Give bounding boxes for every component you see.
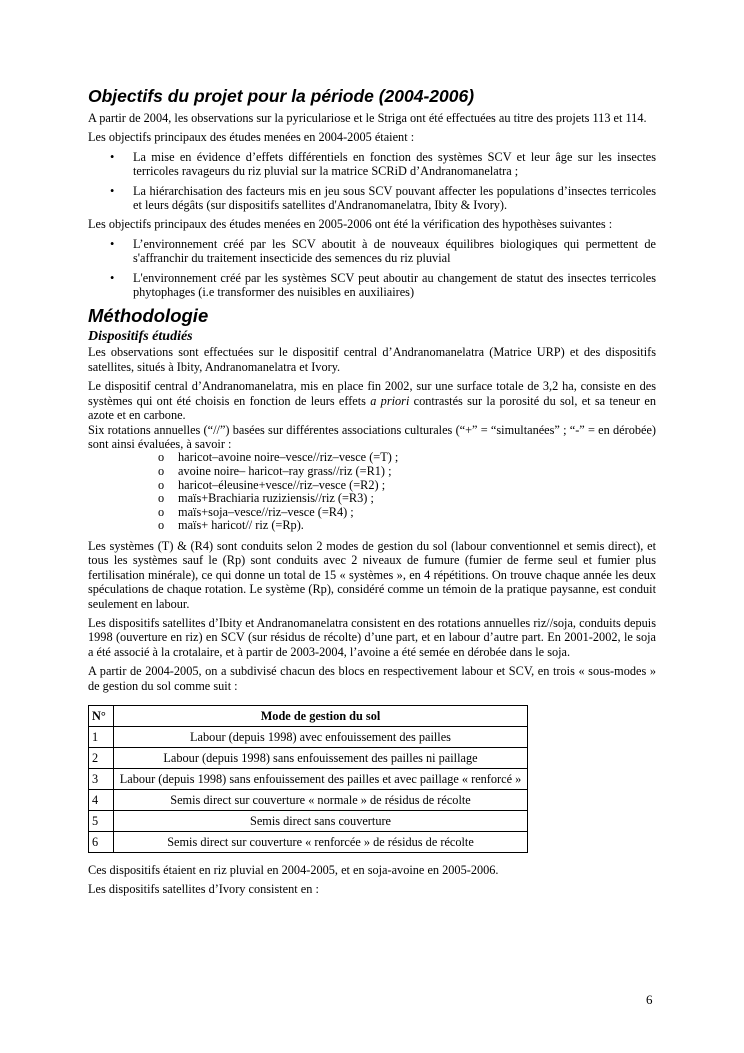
list-item: o maïs+Brachiaria ruziziensis//riz (=R3) ; <box>158 491 374 506</box>
table-row: 3 Labour (depuis 1998) sans enfouissement des pailles et avec paillage « renforcé » <box>89 768 528 789</box>
list-item: • L’environnement créé par les SCV aboutit à de nouveaux équilibres biologiques qui permettent de s'affranchir du traitement insecticide des semences du riz pluvial <box>110 236 656 266</box>
list-item: • L'environnement créé par les systèmes SCV peut aboutir au changement de statut des insectes terricoles phytophages (i.e transformer des nuisibles en auxiliaires) <box>110 270 656 300</box>
circle-bullet-icon: o <box>158 491 165 506</box>
paragraph: Six rotations annuelles (“//”) basées sur différentes associations culturales (“+” = “simultanées” ; “-” = en dérobée) sont ainsi évaluées, à savoir : <box>88 422 656 451</box>
subsection-title: Dispositifs étudiés <box>88 329 193 345</box>
table-row: 6 Semis direct sur couverture « renforcée » de résidus de récolte <box>89 831 528 852</box>
bullet-icon: • <box>110 270 115 285</box>
paragraph: Les dispositifs satellites d’Ibity et Andranomanelatra consistent en des rotations annuelles riz//soja, conduits depuis 1998 (ouverture en riz) en SCV (sur résidus de récolte) d’une part, et en labour d’autre part. En 2001-2002, le soja a été associé à la crotalaire, et à partir de 2003-2004, l’avoine a été semée en dérobée dans le soja. <box>88 615 656 659</box>
paragraph: Les observations sont effectuées sur le dispositif central d’Andranomanelatra (Matrice URP) et des dispositifs satellites, situés à Ibity, Andranomanelatra et Ivory. <box>88 345 656 374</box>
soil-management-table <box>88 705 528 853</box>
rotation-list <box>88 451 656 533</box>
circle-bullet-icon: o <box>158 504 165 519</box>
bullet-icon: • <box>110 183 115 198</box>
document-page <box>88 86 656 902</box>
circle-bullet-icon: o <box>158 518 165 533</box>
list-item: o avoine noire– haricot–ray grass//riz (=R1) ; <box>158 463 392 478</box>
bullet-list <box>88 237 656 300</box>
circle-bullet-icon: o <box>158 463 165 478</box>
table-row: 1 Labour (depuis 1998) avec enfouissement des pailles <box>89 726 528 747</box>
list-item: o haricot–avoine noire–vesce//riz–vesce (=T) ; <box>158 450 399 465</box>
paragraph: Les objectifs principaux des études menées en 2005-2006 ont été la vérification des hypothèses suivantes : <box>88 217 613 232</box>
table-row: 2 Labour (depuis 1998) sans enfouissement des pailles ni paillage <box>89 747 528 768</box>
column-header: N° <box>89 705 114 726</box>
circle-bullet-icon: o <box>158 477 165 492</box>
column-header: Mode de gestion du sol <box>114 705 528 726</box>
paragraph: A partir de 2004-2005, on a subdivisé chacun des blocs en respectivement labour et SCV, en trois « sous-modes » de gestion du sol comme suit : <box>88 664 656 693</box>
paragraph: Ces dispositifs étaient en riz pluvial en 2004-2005, et en soja-avoine en 2005-2006. <box>88 862 499 877</box>
paragraph: Les systèmes (T) & (R4) sont conduits selon 2 modes de gestion du sol (labour conventionnel et semis direct), et tous les systèmes sauf le (Rp) sont conduits avec 2 niveaux de fumure (fumier de ferme seul et fumier plus fertilisation minérale), ce qui donne un total de 15 « systèmes », en 4 répétitions. On trouve chaque année les deux spéculations de chaque rotation. Le système (Rp), considéré comme un témoin de la pratique paysanne, est conduit seulement en labour. <box>88 538 656 611</box>
page-number: 6 <box>646 992 653 1007</box>
section-title-objectifs: Objectifs du projet pour la période (2004-2006) <box>88 86 475 106</box>
list-item: • La mise en évidence d’effets différentiels en fonction des systèmes SCV et leur âge sur les insectes terricoles ravageurs du riz pluvial sur la matrice SCRiD d’Andranomanelatra ; <box>110 149 656 179</box>
section-title-methodologie: Méthodologie <box>88 305 209 327</box>
table-row: 4 Semis direct sur couverture « normale » de résidus de récolte <box>89 789 528 810</box>
bullet-icon: • <box>110 236 115 251</box>
bullet-list <box>88 150 656 213</box>
paragraph: A partir de 2004, les observations sur la pyriculariose et le Striga ont été effectuées au titre des projets 113 et 114. <box>88 111 647 125</box>
table-header-row <box>89 705 528 726</box>
list-item: • La hiérarchisation des facteurs mis en jeu sous SCV pouvant affecter les populations d’insectes terricoles et leurs dégâts (sur dispositifs satellites d'Andranomanelatra, Ibity & Ivory). <box>110 183 656 213</box>
paragraph: Le dispositif central d’Andranomanelatra, mis en place fin 2002, sur une surface totale de 3,2 ha, consiste en des systèmes qui ont été choisis en fonction de leurs effets a priori contrastés sur la porosité du sol, et sa teneur en azote et en carbone. <box>88 379 656 423</box>
list-item: o maïs+soja–vesce//riz–vesce (=R4) ; <box>158 504 354 519</box>
table-row: 5 Semis direct sans couverture <box>89 810 528 831</box>
paragraph: Les dispositifs satellites d’Ivory consistent en : <box>88 882 319 897</box>
circle-bullet-icon: o <box>158 450 165 465</box>
bullet-icon: • <box>110 149 115 164</box>
paragraph: Les objectifs principaux des études menées en 2004-2005 étaient : <box>88 130 415 145</box>
list-item: o haricot–éleusine+vesce//riz–vesce (=R2) ; <box>158 477 386 492</box>
list-item: o maïs+ haricot// riz (=Rp). <box>158 518 304 533</box>
